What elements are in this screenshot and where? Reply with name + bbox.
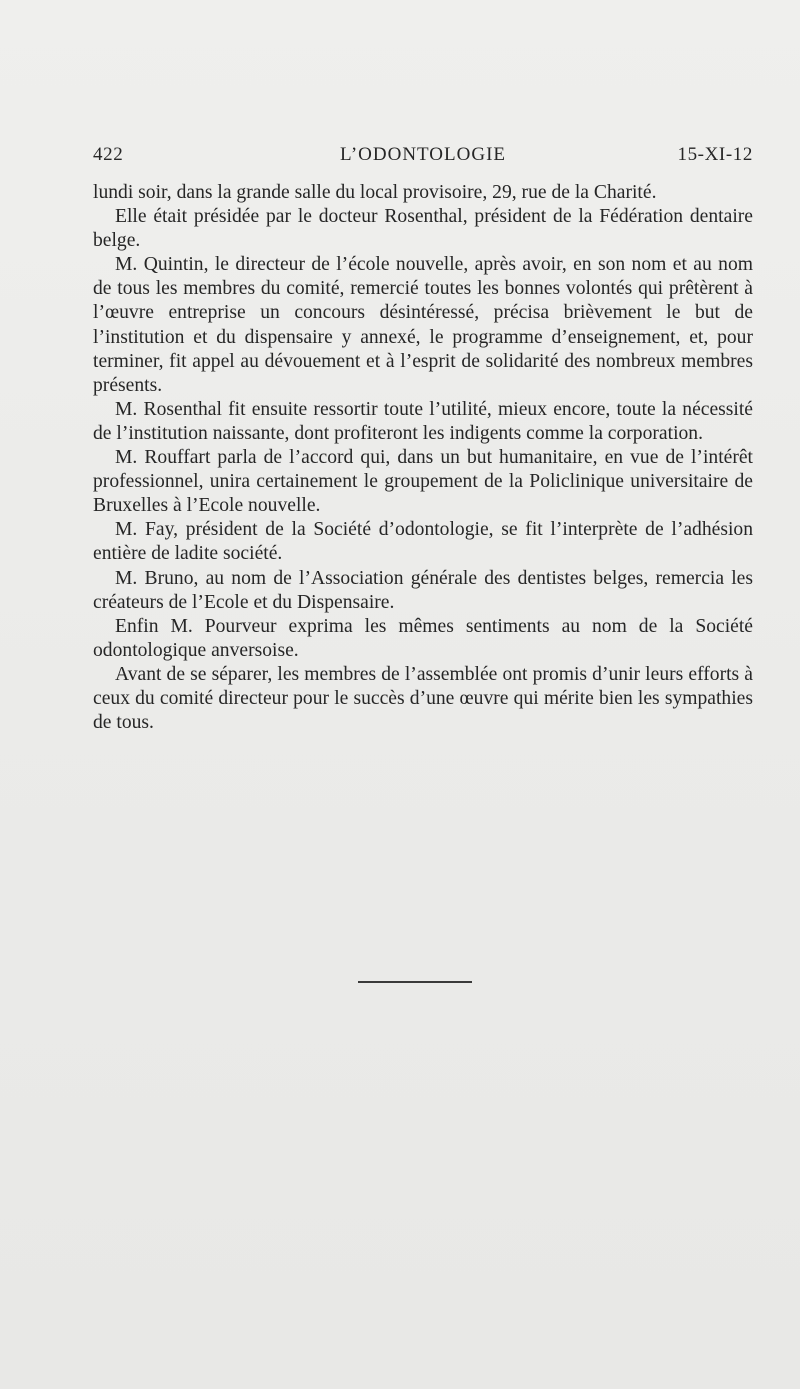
- running-header: [93, 144, 753, 172]
- paragraph: M. Rosenthal fit ensuite ressortir toute l’utilité, mieux encore, toute la nécessité de l’institution naissante, dont profiteront les indigents comme la corporation.: [93, 398, 753, 444]
- paragraph-continuation: lundi soir, dans la grande salle du local provisoire, 29, rue de la Charité.: [93, 182, 657, 203]
- page-number: 422: [93, 144, 124, 165]
- section-divider-rule: [358, 981, 472, 983]
- paragraph: M. Quintin, le directeur de l’école nouvelle, après avoir, en son nom et au nom de tous les membres du comité, remercié toutes les bonnes volontés qui prêtèrent à l’œuvre entreprise un concours désintéressé, précisa brièvement le but de l’institution et du dispensaire y annexé, le programme d’enseignement, et, pour terminer, fit appel au dévouement et à l’esprit de solidarité des nombreux membres présents.: [93, 254, 753, 396]
- paragraph: Avant de se séparer, les membres de l’assemblée ont promis d’unir leurs efforts à ceux du comité directeur pour le succès d’une œuvre qui mérite bien les sympathies de tous.: [93, 663, 753, 734]
- article-body: [93, 181, 753, 735]
- issue-date: 15-XI-12: [677, 144, 753, 165]
- paragraph: M. Rouffart parla de l’accord qui, dans un but humanitaire, en vue de l’intérêt professionnel, unira certainement le groupement de la Policlinique universitaire de Bruxelles à l’Ecole nouvelle.: [93, 447, 753, 517]
- paragraph: Elle était présidée par le docteur Rosenthal, président de la Fédération dentaire belge.: [93, 206, 753, 252]
- paragraph: M. Fay, président de la Société d’odontologie, se fit l’interprète de l’adhésion entière de ladite société.: [93, 519, 753, 565]
- paragraph: M. Bruno, au nom de l’Association générale des dentistes belges, remercia les créateurs de l’Ecole et du Dispensaire.: [93, 567, 753, 613]
- paragraph: Enfin M. Pourveur exprima les mêmes sentiments au nom de la Société odontologique anversoise.: [93, 615, 753, 661]
- journal-title: L’ODONTOLOGIE: [339, 144, 507, 165]
